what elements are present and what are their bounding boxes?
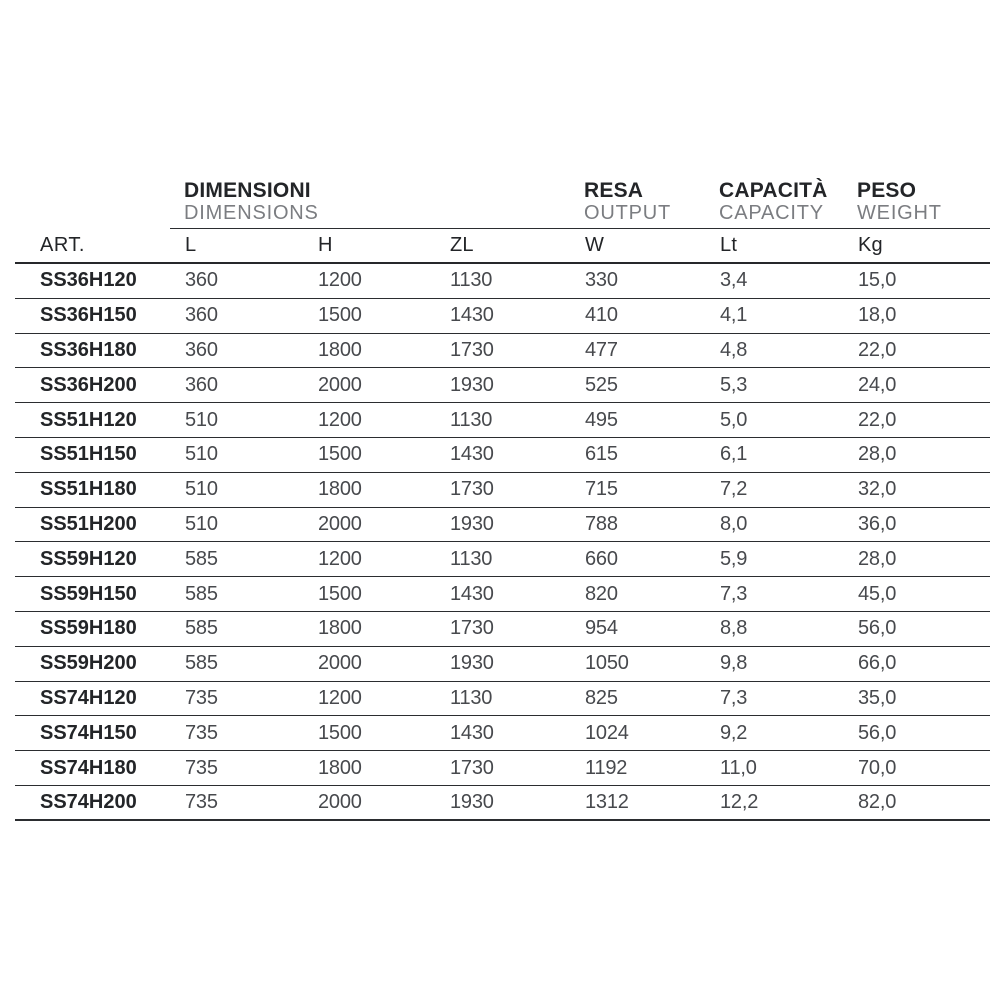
cell-l: 510 [185,512,218,535]
group-title-dimensioni: DIMENSIONI [184,179,311,202]
cell-zl: 1130 [450,686,493,709]
table-row [15,716,990,751]
table-row [15,334,990,369]
cell-art: SS51H150 [40,443,137,466]
cell-h: 1800 [318,756,362,779]
table-row [15,647,990,682]
cell-art: SS51H180 [40,478,137,501]
cell-kg: 22,0 [858,408,897,431]
cell-h: 1800 [318,478,362,501]
table-header-groups [15,175,990,228]
cell-l: 360 [185,269,218,292]
cell-zl: 1930 [450,512,494,535]
cell-lt: 9,8 [720,652,748,675]
cell-h: 2000 [318,373,362,396]
group-subtitle-output: OUTPUT [584,202,672,224]
cell-art: SS74H150 [40,721,137,744]
table-units-row [15,229,990,262]
cell-h: 1800 [318,617,362,640]
group-subtitle-dimensions: DIMENSIONS [184,202,319,224]
cell-h: 1500 [318,304,362,327]
cell-w: 1312 [585,790,629,813]
cell-l: 585 [185,652,218,675]
cell-art: SS59H200 [40,652,137,675]
cell-w: 825 [585,686,618,709]
cell-kg: 56,0 [858,617,897,640]
cell-kg: 66,0 [858,652,897,675]
cell-kg: 28,0 [858,547,897,570]
cell-kg: 35,0 [858,686,897,709]
cell-kg: 36,0 [858,512,897,535]
table-row [15,751,990,786]
cell-kg: 18,0 [858,304,897,327]
cell-l: 585 [185,582,218,605]
cell-lt: 6,1 [720,443,748,466]
cell-w: 410 [585,304,618,327]
cell-h: 2000 [318,512,362,535]
cell-zl: 1930 [450,373,494,396]
cell-kg: 24,0 [858,373,897,396]
cell-lt: 9,2 [720,721,748,744]
column-header-art: ART. [40,234,85,256]
cell-zl: 1430 [450,304,494,327]
cell-w: 525 [585,373,618,396]
cell-zl: 1430 [450,582,494,605]
table-row [15,786,990,821]
cell-lt: 4,1 [720,304,748,327]
cell-h: 1200 [318,686,362,709]
cell-zl: 1130 [450,547,493,570]
cell-h: 1200 [318,269,362,292]
column-header-zl: ZL [450,234,474,256]
cell-l: 510 [185,408,218,431]
cell-h: 2000 [318,790,362,813]
column-header-l: L [185,234,197,256]
column-header-w: W [585,234,605,256]
header-group-dimensions [170,179,570,228]
cell-zl: 1730 [450,478,494,501]
cell-art: SS36H120 [40,269,137,292]
cell-l: 735 [185,756,218,779]
cell-w: 788 [585,512,618,535]
cell-zl: 1130 [450,269,493,292]
cell-lt: 4,8 [720,338,748,361]
cell-w: 477 [585,338,618,361]
cell-art: SS59H180 [40,617,137,640]
table-row [15,438,990,473]
cell-l: 585 [185,617,218,640]
cell-zl: 1930 [450,652,494,675]
cell-kg: 82,0 [858,790,897,813]
cell-lt: 7,2 [720,478,748,501]
cell-art: SS51H200 [40,512,137,535]
cell-w: 1192 [585,756,628,779]
cell-lt: 8,8 [720,617,748,640]
cell-lt: 5,9 [720,547,748,570]
cell-art: SS74H180 [40,756,137,779]
cell-lt: 12,2 [720,790,759,813]
header-group-weight [843,179,990,228]
cell-l: 735 [185,721,218,744]
cell-art: SS51H120 [40,408,137,431]
cell-l: 510 [185,478,218,501]
cell-art: SS74H200 [40,790,137,813]
cell-lt: 5,3 [720,373,748,396]
table-row [15,577,990,612]
cell-kg: 32,0 [858,478,897,501]
cell-h: 1500 [318,721,362,744]
group-subtitle-capacity: CAPACITY [719,202,824,224]
cell-l: 585 [185,547,218,570]
cell-h: 1500 [318,582,362,605]
cell-l: 735 [185,686,218,709]
cell-w: 330 [585,269,618,292]
cell-art: SS59H120 [40,547,137,570]
cell-lt: 7,3 [720,686,748,709]
cell-kg: 70,0 [858,756,897,779]
cell-l: 360 [185,373,218,396]
cell-lt: 8,0 [720,512,748,535]
cell-lt: 11,0 [720,756,757,779]
cell-zl: 1430 [450,721,494,744]
cell-art: SS74H120 [40,686,137,709]
cell-art: SS36H200 [40,373,137,396]
cell-l: 735 [185,790,218,813]
cell-w: 1050 [585,652,629,675]
cell-h: 1500 [318,443,362,466]
cell-lt: 3,4 [720,269,748,292]
table-row [15,612,990,647]
cell-h: 2000 [318,652,362,675]
cell-zl: 1730 [450,756,494,779]
table-row [15,508,990,543]
cell-zl: 1730 [450,338,494,361]
cell-w: 820 [585,582,618,605]
cell-w: 615 [585,443,618,466]
cell-w: 660 [585,547,618,570]
cell-zl: 1730 [450,617,494,640]
cell-kg: 56,0 [858,721,897,744]
cell-l: 510 [185,443,218,466]
column-header-kg: Kg [858,234,883,256]
group-title-resa: RESA [584,179,644,202]
cell-h: 1200 [318,547,362,570]
cell-l: 360 [185,304,218,327]
cell-w: 495 [585,408,618,431]
cell-lt: 5,0 [720,408,748,431]
cell-zl: 1430 [450,443,494,466]
cell-zl: 1130 [450,408,493,431]
cell-kg: 22,0 [858,338,897,361]
cell-w: 954 [585,617,618,640]
cell-lt: 7,3 [720,582,748,605]
cell-art: SS36H150 [40,304,137,327]
cell-kg: 45,0 [858,582,897,605]
table-body [15,264,990,821]
cell-art: SS59H150 [40,582,137,605]
group-title-capacita: CAPACITÀ [719,179,828,202]
table-row [15,542,990,577]
column-header-h: H [318,234,333,256]
cell-kg: 15,0 [858,269,897,292]
spec-table [15,175,990,821]
cell-h: 1200 [318,408,362,431]
table-row [15,264,990,299]
header-group-capacity [705,179,843,228]
table-row [15,368,990,403]
table-row [15,682,990,717]
group-title-peso: PESO [857,179,917,202]
table-row [15,403,990,438]
cell-kg: 28,0 [858,443,897,466]
cell-w: 715 [585,478,618,501]
cell-art: SS36H180 [40,338,137,361]
group-subtitle-weight: WEIGHT [857,202,942,224]
cell-l: 360 [185,338,218,361]
table-row [15,473,990,508]
cell-h: 1800 [318,338,362,361]
cell-w: 1024 [585,721,629,744]
column-header-lt: Lt [720,234,738,256]
table-row [15,299,990,334]
header-group-output [570,179,705,228]
cell-zl: 1930 [450,790,494,813]
